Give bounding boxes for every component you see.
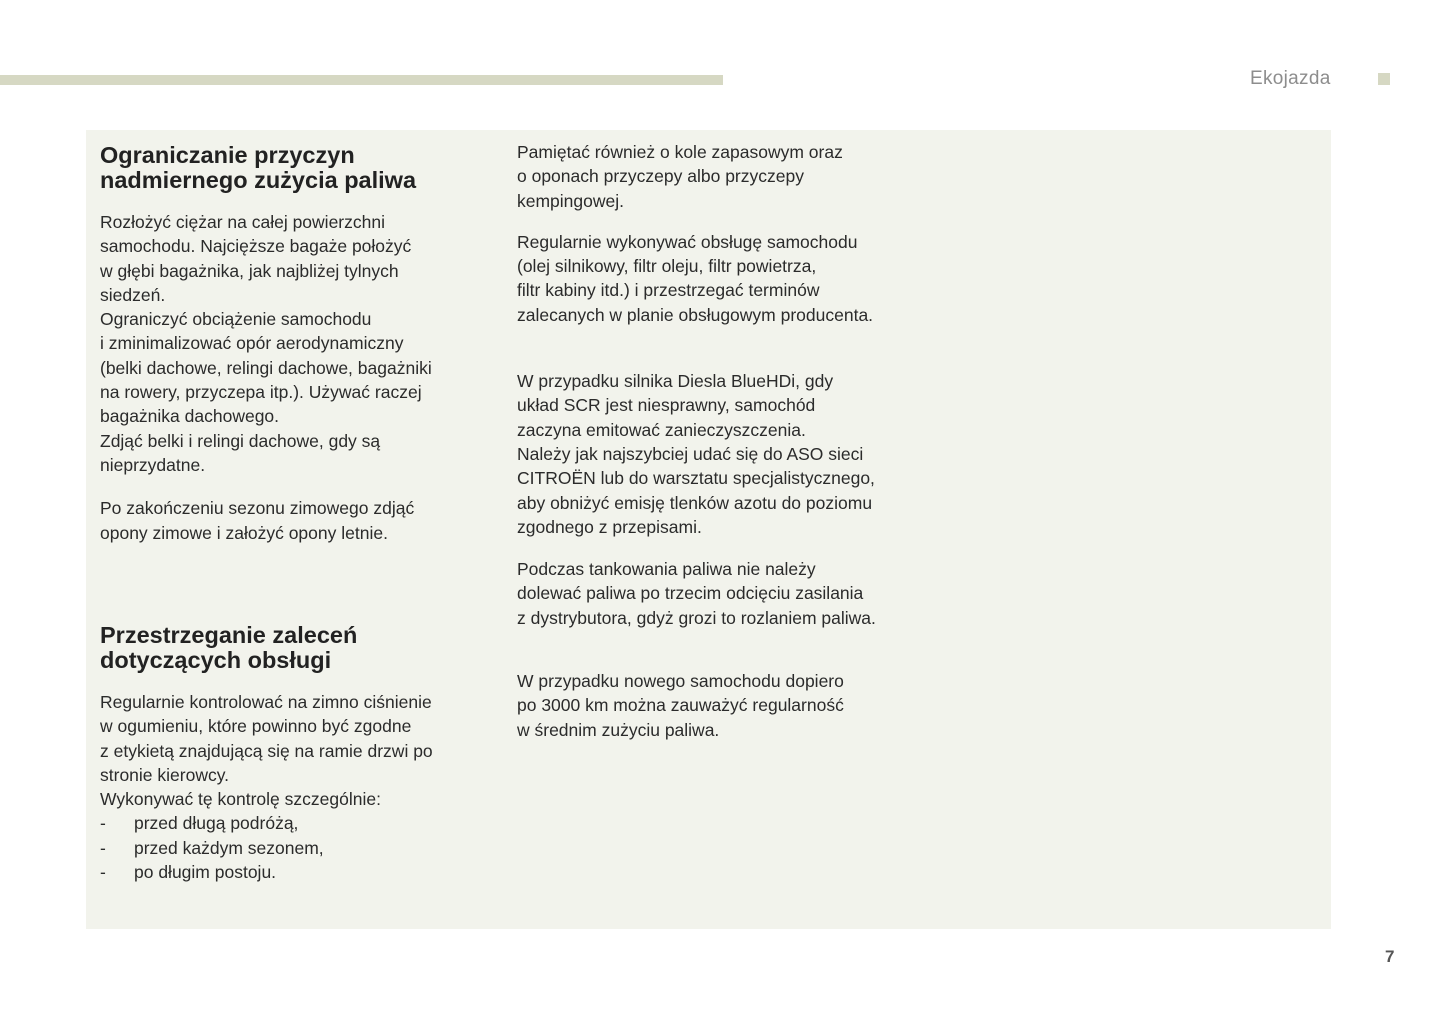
list-item xyxy=(100,811,480,835)
list-dash: - xyxy=(100,862,106,883)
list-dash: - xyxy=(100,813,106,834)
heading-fuel-consumption: Ograniczanie przyczyn nadmiernego zużycia paliwa xyxy=(100,142,417,193)
list-item-text: po długim postoju. xyxy=(134,862,277,883)
paragraph-winter-tyres: Po zakończeniu sezonu zimowego zdjąć opony zimowe i założyć opony letnie. xyxy=(100,498,415,543)
paragraph-bluehdi-scr: W przypadku silnika Diesla BlueHDi, gdy układ SCR jest niesprawny, samochód zaczyna emitować zanieczyszczenia. Należy jak najszybciej udać się do ASO sieci CITROËN lub do warsztatu specjalistycznego, aby obniżyć emisję tlenków azotu do poziomu zgodnego z przepisami. xyxy=(517,371,875,537)
section-title: Ekojazda xyxy=(1250,68,1331,89)
heading-maintenance: Przestrzeganie zaleceń dotyczących obsługi xyxy=(100,622,358,673)
left-column-top xyxy=(100,143,480,545)
paragraph-tyre-pressure: Regularnie kontrolować na zimno ciśnienie w ogumieniu, które powinno być zgodne z etykietą znajdującą się na ramie drzwi po stronie kierowcy. Wykonywać tę kontrolę szczególnie: xyxy=(100,692,433,810)
section-marker-square xyxy=(1378,73,1390,85)
list-item-text: przed każdym sezonem, xyxy=(134,837,324,858)
right-column xyxy=(517,140,917,742)
list-item-text: przed długą podróżą, xyxy=(134,813,299,834)
list-item xyxy=(100,836,480,860)
list-dash: - xyxy=(100,837,106,858)
header-accent-bar xyxy=(0,75,723,85)
page-number: 7 xyxy=(1385,947,1395,966)
paragraph-new-vehicle: W przypadku nowego samochodu dopiero po 3000 km można zauważyć regularność w średnim zużyciu paliwa. xyxy=(517,671,844,740)
list-item xyxy=(100,860,480,884)
left-column-bottom xyxy=(100,623,480,884)
paragraph-spare-wheel: Pamiętać również o kole zapasowym oraz o oponach przyczepy albo przyczepy kempingowej. xyxy=(517,142,843,211)
tyre-check-list xyxy=(100,811,480,884)
paragraph-service-schedule: Regularnie wykonywać obsługę samochodu (olej silnikowy, filtr oleju, filtr powietrza, filtr kabiny itd.) i przestrzegać terminów zalecanych w planie obsługowym producenta. xyxy=(517,231,874,325)
paragraph-refuelling: Podczas tankowania paliwa nie należy dolewać paliwa po trzecim odcięciu zasilania z dystrybutora, gdyż grozi to rozlaniem paliwa. xyxy=(517,559,876,628)
paragraph-load-distribution: Rozłożyć ciężar na całej powierzchni samochodu. Najcięższe bagaże położyć w głębi bagażnika, jak najbliżej tylnych siedzeń. Ograniczyć obciążenie samochodu i zminimalizować opór aerodynamiczny (belki dachowe, relingi dachowe, bagażniki na rowery, przyczepa itp.). Używać raczej bagażnika dachowego. Zdjąć belki i relingi dachowe, gdy są nieprzydatne. xyxy=(100,212,432,475)
